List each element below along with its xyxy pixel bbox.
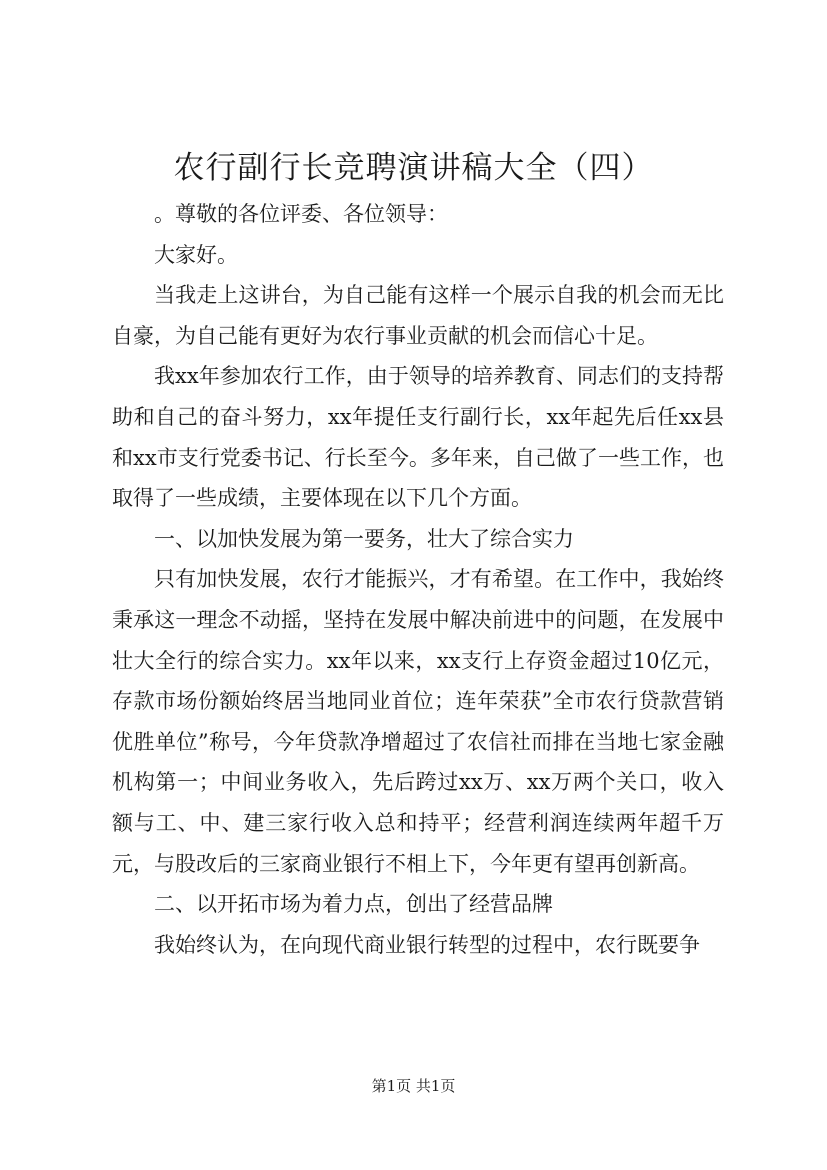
document-body	[112, 194, 724, 965]
page-footer: 第1页 共1页	[371, 1077, 456, 1095]
document-title: 农行副行长竞聘演讲稿大全（四）	[173, 150, 654, 186]
section-heading: 一、以加快发展为第一要务，壮大了综合实力	[154, 526, 574, 551]
body-paragraph: 我始终认为，在向现代商业银行转型的过程中，农行既要争	[154, 932, 700, 957]
salutation-paragraph: 。尊敬的各位评委、各位领导：	[154, 202, 448, 226]
section-heading: 二、以开拓市场为着力点，创出了经营品牌	[154, 892, 553, 917]
body-paragraph: 我xx年参加农行工作，由于领导的培养教育、同志们的支持帮助和自己的奋斗努力，xx年提任支行副行长，xx年起先后任xx县和xx市支行党委书记、行长至今。多年来，自己做了一些工作，也取得了一些成绩，主要体现在以下几个方面。	[112, 364, 724, 511]
body-paragraph: 当我走上这讲台，为自己能有这样一个展示自我的机会而无比自豪，为自己能有更好为农行事业贡献的机会而信心十足。	[112, 283, 724, 348]
body-paragraph: 只有加快发展，农行才能振兴，才有希望。在工作中，我始终秉承这一理念不动摇，坚持在发展中解决前进中的问题，在发展中壮大全行的综合实力。xx年以来，xx支行上存资金超过10亿元，存款市场份额始终居当地同业首位；连年荣获”全市农行贷款营销优胜单位”称号，今年贷款净增超过了农信社而排在当地七家金融机构第一；中间业务收入，先后跨过xx万、xx万两个关口，收入额与工、中、建三家行收入总和持平；经营利润连续两年超千万元，与股改后的三家商业银行不相上下，今年更有望再创新高。	[112, 567, 724, 876]
greeting-paragraph: 大家好。	[154, 242, 238, 267]
